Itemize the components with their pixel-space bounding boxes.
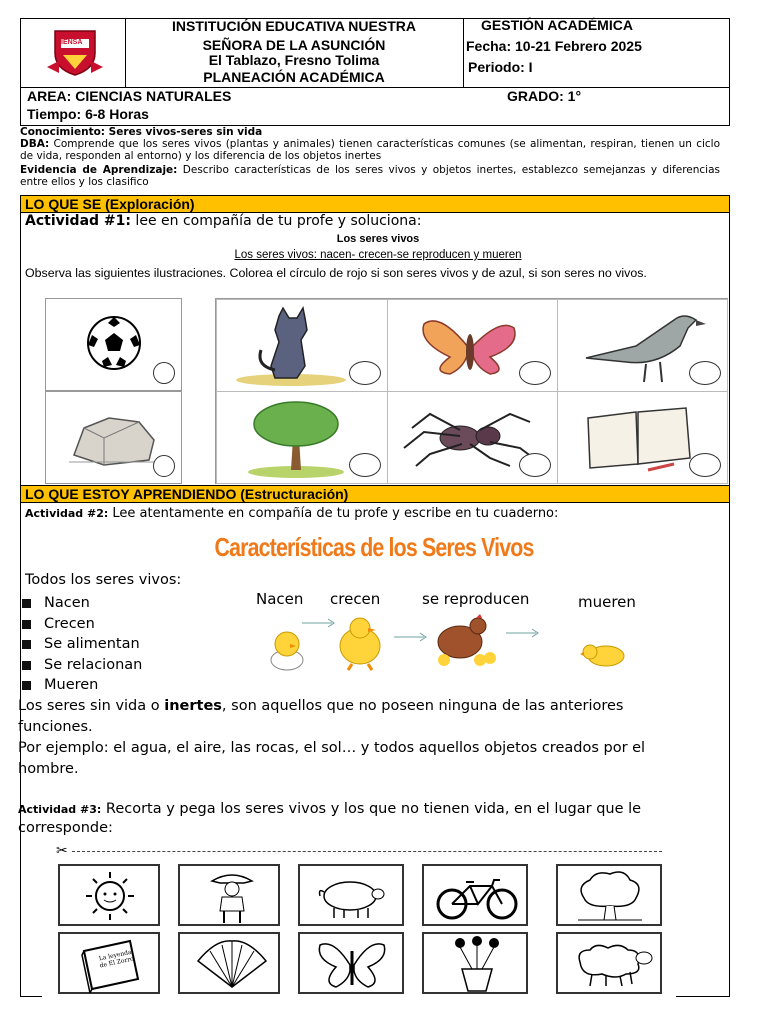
dba-body: Comprende que los seres vivos (plantas y animales) tienen características comunes (se alimentan, respiran, tienen un ciclo de vida, responden al entorno) y los diferencia de los objetos inertes: [20, 138, 720, 162]
soccer-ball-icon: [84, 313, 144, 373]
cutout-fan[interactable]: [178, 932, 280, 994]
activity-1-text: lee en compañía de tu profe y soluciona:: [130, 213, 422, 229]
cutout-sun[interactable]: [58, 864, 160, 926]
characteristics-list: [18, 593, 142, 696]
cutout-sheep[interactable]: [556, 932, 662, 994]
list-item: Crecen: [18, 614, 142, 635]
list-item: Se relacionan: [18, 655, 142, 676]
cutout-tree[interactable]: [556, 864, 662, 926]
institution-line-4: PLANEACIÓN ACADÉMICA: [203, 69, 385, 85]
chick-icon: [330, 612, 390, 672]
arrow-icon: [394, 632, 430, 642]
activity-2: [25, 506, 558, 521]
school-logo-icon: [45, 27, 105, 79]
book-cover-title: La leyenda de El Zorro: [98, 948, 135, 970]
flowers-vase-icon: [442, 935, 512, 993]
hen-with-chicks-icon: [430, 610, 500, 670]
living-beings-subtitle-2: Los seres vivos: nacen- crecen-se reproducen y mueren: [234, 249, 522, 261]
butterfly-outline-icon: [312, 937, 392, 993]
grade-label: GRADO: 1°: [507, 88, 582, 104]
inert-pre: Los seres sin vida o: [18, 698, 165, 714]
hand-fan-icon: [192, 937, 272, 993]
area-row: [20, 88, 730, 126]
area-label: AREA: CIENCIAS NATURALES: [27, 88, 232, 104]
image-cell-rock: [45, 391, 182, 484]
image-cell-tree: [216, 391, 388, 484]
color-circle-bird[interactable]: [689, 361, 721, 385]
life-cycle-illustration: [250, 590, 650, 680]
time-label: Tiempo: 6-8 Horas: [27, 106, 149, 122]
activity-3-label: Actividad #3:: [18, 803, 102, 816]
color-circle-cat[interactable]: [349, 361, 381, 385]
activity-3: [18, 800, 678, 837]
activity-1-label: Actividad #1:: [25, 213, 131, 229]
logo-cell: [21, 19, 126, 87]
instruction-1: Observa las siguientes ilustraciones. Colorea el círculo de rojo si son seres vivos y de azul, si son seres no vivos.: [25, 266, 647, 280]
institution-line-2: SEÑORA DE LA ASUNCIÓN: [202, 37, 386, 53]
period-label: Periodo: I: [468, 59, 533, 75]
institution-line-1: INSTITUCIÓN EDUCATIVA NUESTRA: [172, 18, 416, 34]
living-intro: Todos los seres vivos:: [25, 572, 182, 588]
page-border-right: [729, 196, 730, 996]
bicycle-icon: [432, 872, 522, 922]
inert-paragraph: [18, 696, 678, 737]
image-cell-butterfly: [387, 299, 558, 392]
institution-line-3: El Tablazo, Fresno Tolima: [208, 52, 380, 68]
cutout-cowboy[interactable]: [178, 864, 280, 926]
image-cell-cat: [216, 299, 388, 392]
tree-outline-icon: [570, 868, 650, 924]
page-border-bottom-left: [20, 996, 42, 997]
image-cell-book: [557, 391, 728, 484]
image-cell-spider: [387, 391, 558, 484]
list-item: Nacen: [18, 593, 142, 614]
evidence-text: [20, 164, 720, 188]
dba-label: DBA:: [20, 138, 50, 150]
living-beings-subtitle: Los seres vivos: [336, 233, 420, 245]
cycle-label-grow: crecen: [330, 590, 381, 608]
activity-1: [25, 213, 421, 229]
cutout-pig[interactable]: [298, 864, 404, 926]
cutout-butterfly[interactable]: [298, 932, 404, 994]
cutout-book[interactable]: [58, 932, 160, 994]
page-border-bottom-right: [676, 996, 730, 997]
date-label: Fecha: 10-21 Febrero 2025: [466, 38, 642, 54]
cowboy-icon: [202, 867, 262, 925]
open-book-icon: [578, 398, 698, 478]
header-table: [20, 18, 730, 88]
cycle-label-die: mueren: [578, 593, 636, 611]
chick-hatching-icon: [262, 622, 312, 672]
color-circle-ball[interactable]: [153, 362, 175, 384]
cycle-label-born: Nacen: [256, 590, 304, 608]
list-item: Se alimentan: [18, 634, 142, 655]
characteristics-heading: Características de los Seres Vivos: [214, 532, 534, 562]
logo-text: IENSA: [61, 39, 83, 46]
color-circle-rock[interactable]: [153, 455, 175, 477]
cutout-flowers[interactable]: [422, 932, 528, 994]
inert-bold: inertes: [164, 698, 222, 714]
image-grid: [215, 298, 728, 484]
inert-post: , son aquellos que no poseen ninguna de las anteriores funciones.: [18, 698, 624, 735]
tree-icon: [241, 398, 351, 478]
management-label: GESTIÓN ACADÉMICA: [481, 17, 633, 33]
butterfly-icon: [410, 312, 530, 382]
cut-line: [72, 851, 662, 852]
cycle-label-reproduce: se reproducen: [422, 590, 530, 608]
knowledge-text: Conocimiento: Seres vivos-seres sin vida: [20, 126, 263, 138]
cat-icon: [231, 306, 351, 386]
evidence-label: Evidencia de Aprendizaje:: [20, 164, 178, 176]
dead-chick-icon: [580, 634, 630, 674]
spider-icon: [400, 408, 540, 468]
image-cell-ball: [45, 298, 182, 391]
activity-2-text: Lee atentamente en compañía de tu profe y escribe en tu cuaderno:: [108, 506, 559, 521]
color-circle-butterfly[interactable]: [519, 361, 551, 385]
color-circle-spider[interactable]: [519, 453, 551, 477]
pig-icon: [312, 872, 392, 922]
activity-2-label: Actividad #2:: [25, 507, 109, 520]
image-cell-bird: [557, 299, 728, 392]
sheep-icon: [566, 940, 656, 990]
sun-icon: [80, 868, 140, 924]
competencies-block: [20, 126, 720, 188]
color-circle-tree[interactable]: [349, 453, 381, 477]
page-border-left: [20, 196, 21, 996]
evidence-body: Describo características de los seres vivos y objetos inertes, establezco semejanzas y diferencias entre ellos y los clasifico: [20, 164, 720, 188]
section-exploration-title: LO QUE SE (Exploración): [20, 195, 730, 213]
rock-icon: [64, 410, 164, 470]
arrow-icon: [506, 628, 542, 638]
cutout-bicycle[interactable]: [422, 864, 528, 926]
institution-cell: [125, 19, 464, 87]
activity-3-text: Recorta y pega los seres vivos y los que no tienen vida, en el lugar que le corresponde:: [18, 801, 642, 836]
scissors-icon: ✂: [56, 843, 68, 859]
dba-text: [20, 138, 720, 162]
color-circle-book[interactable]: [689, 453, 721, 477]
example-paragraph: Por ejemplo: el agua, el aire, las rocas, el sol… y todos aquellos objetos creados por el hombre.: [18, 740, 646, 777]
list-item: Mueren: [18, 675, 142, 696]
section-structuring-title: LO QUE ESTOY APRENDIENDO (Estructuración): [20, 485, 730, 503]
